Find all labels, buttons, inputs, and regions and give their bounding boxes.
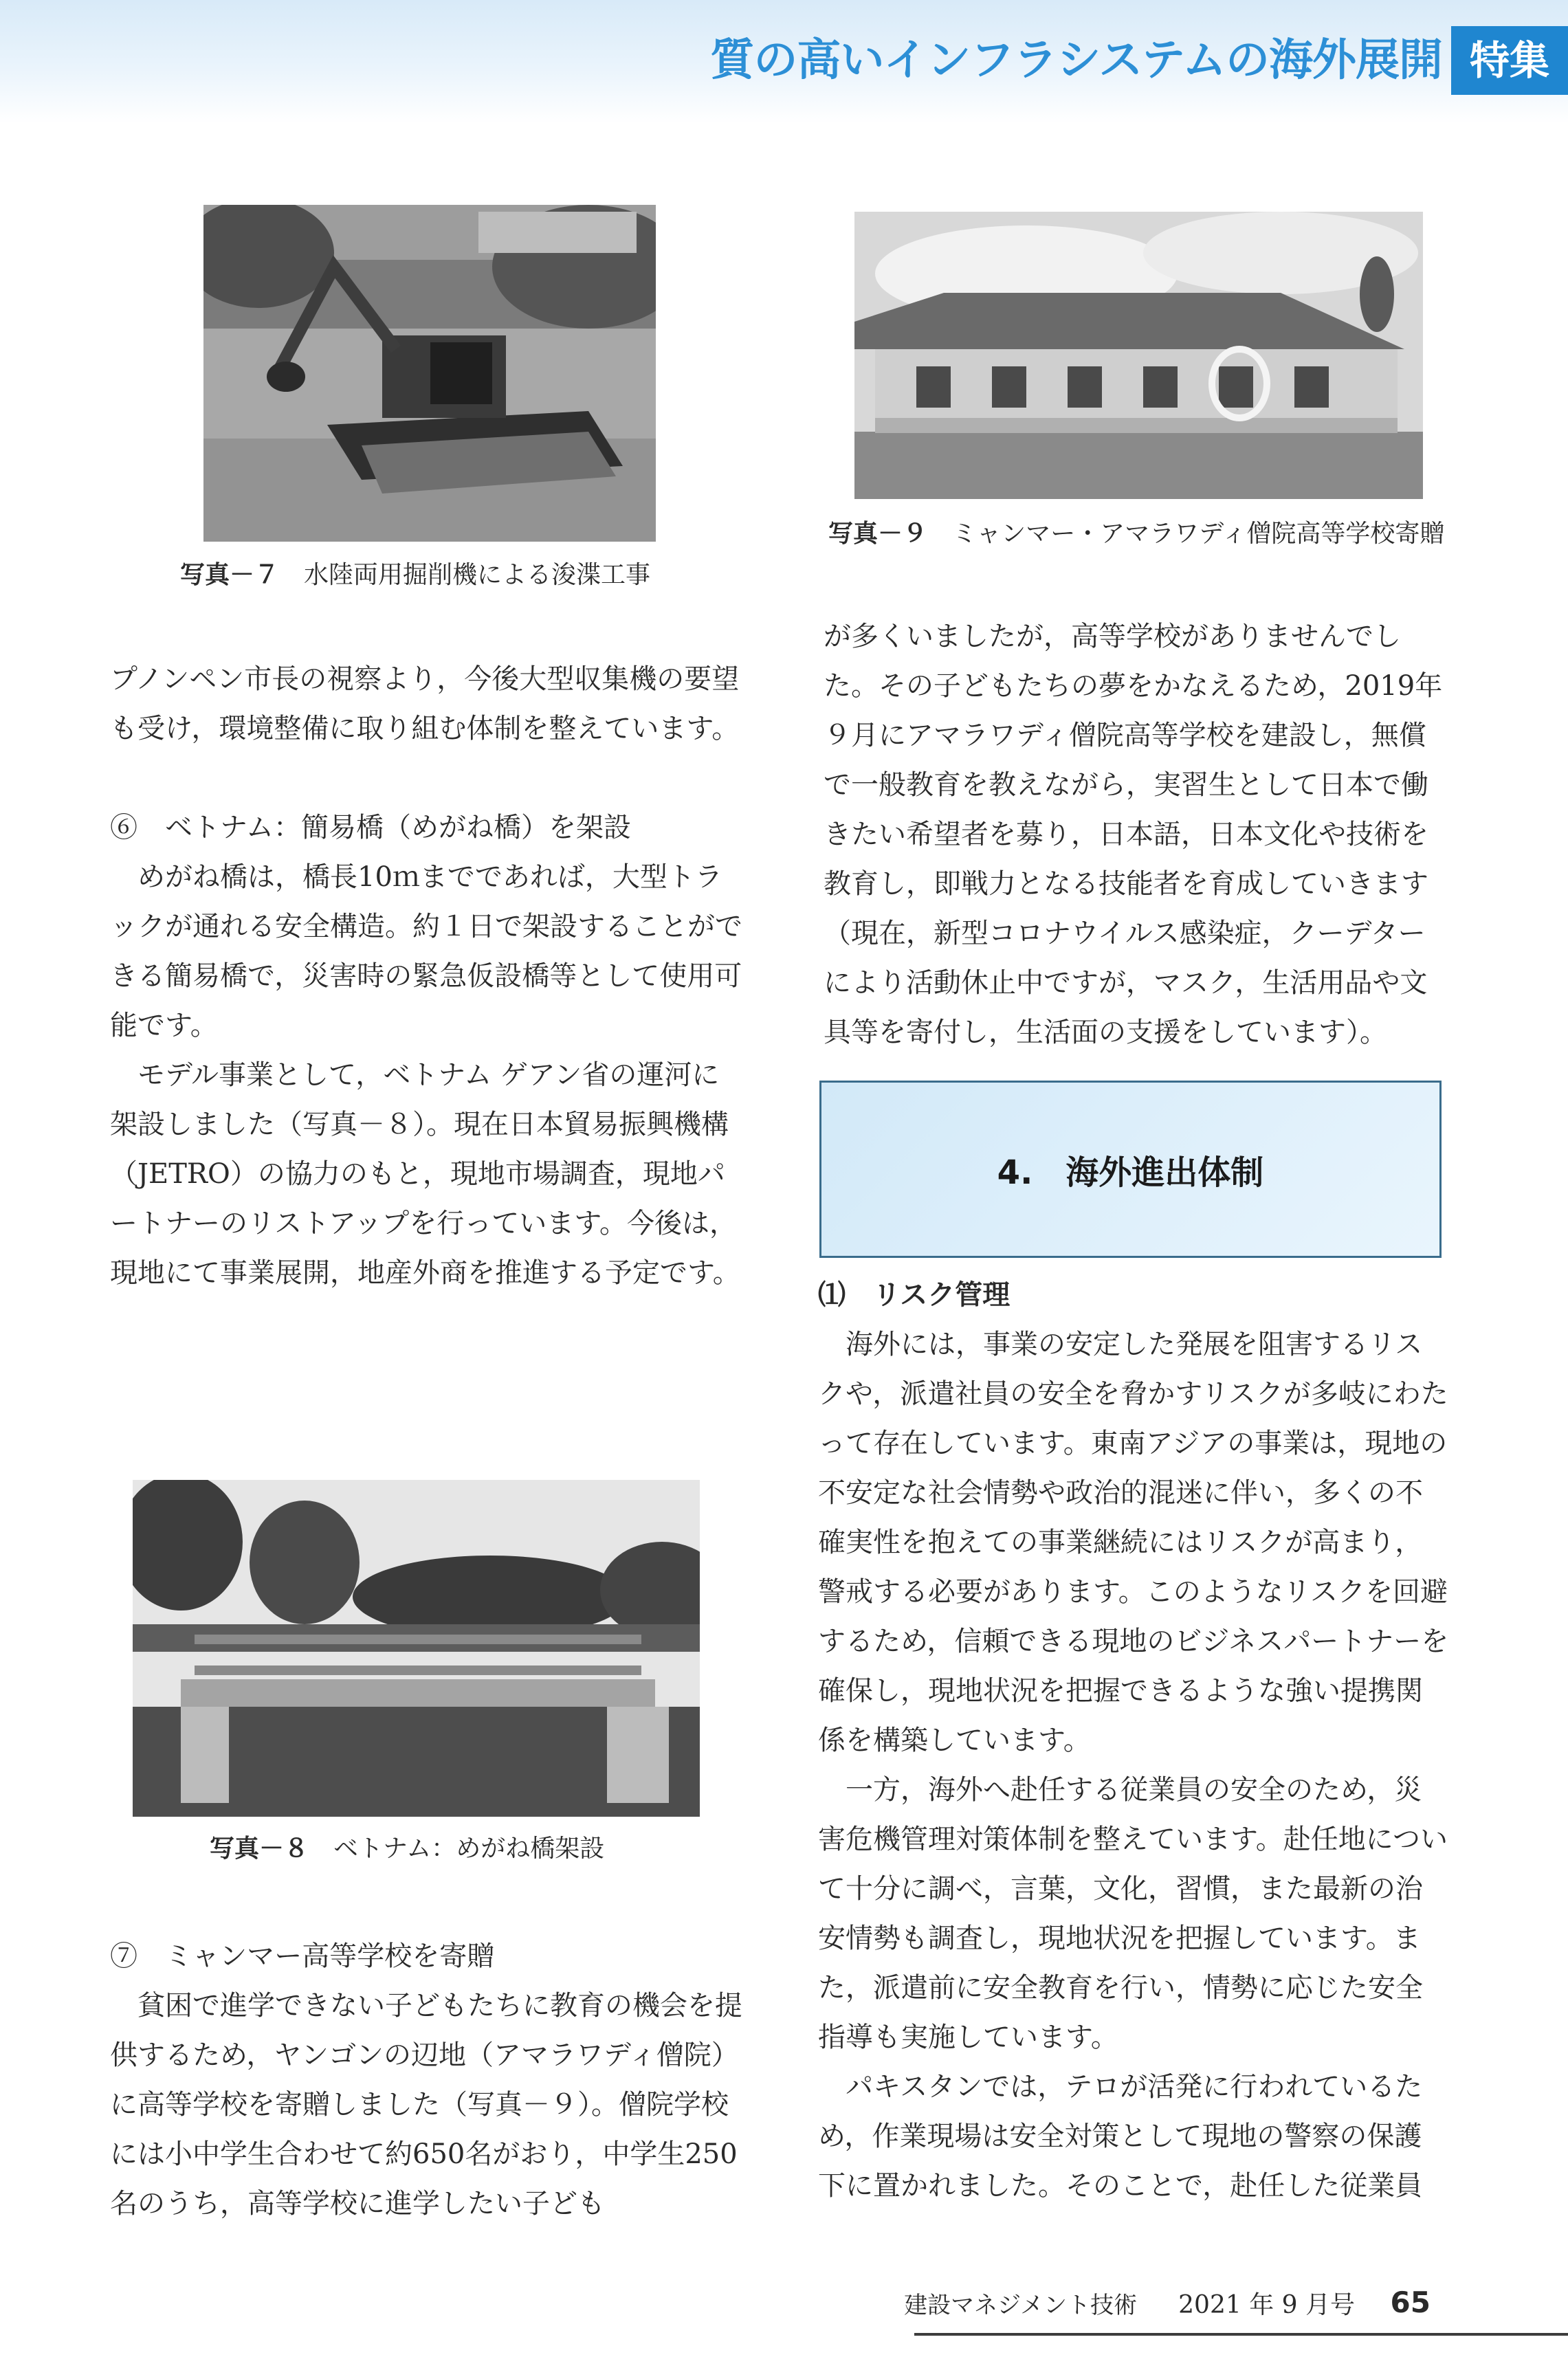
- feature-badge: 特集: [1451, 26, 1568, 95]
- photo-7-label: 写真－７: [180, 560, 280, 589]
- photo-9-label: 写真－９: [828, 519, 928, 548]
- section-4-heading: 4. 海外進出体制: [997, 1153, 1264, 1192]
- feature-title: 質の高いインフラシステムの海外展開: [710, 35, 1442, 86]
- photo-8-caption: [210, 1832, 604, 1866]
- photo-9-caption: [828, 517, 1444, 551]
- item-7-para-1: 貧困で進学できない子どもたちに教育の機会を提供するため，ヤンゴンの辺地（アマラワディ僧院）に高等学校を寄贈しました（写真－９）。僧院学校には小中学生合わせて約650名がおり，中学生250名のうち，高等学校に進学したい子ども: [110, 1990, 742, 2220]
- photo-7-excavator: [203, 205, 656, 542]
- risk-para-2: 一方，海外へ赴任する従業員の安全のため，災害危機管理対策体制を整えています。赴任地について十分に調べ，言葉，文化，習慣，また最新の治安情勢も調査し，現地状況を把握しています。また，派遣前に安全教育を行い，情勢に応じた安全指導も実施しています。: [818, 1774, 1448, 2053]
- risk-management-heading: ⑴ リスク管理: [818, 1279, 1011, 1311]
- right-column-upper: [824, 612, 1449, 1057]
- page-number: 65: [1390, 2286, 1431, 2319]
- left-para-intro: プノンペン市長の視察より，今後大型収集機の要望も受け，環境整備に取り組む体制を整えています。: [110, 663, 740, 744]
- item-6-heading: ⑥ ベトナム：簡易橋（めがね橋）を架設: [110, 812, 631, 843]
- photo-9-caption-text: ミャンマー・アマラワディ僧院高等学校寄贈: [952, 520, 1445, 548]
- footer-publication: 建設マネジメント技術: [904, 2292, 1138, 2319]
- right-column-lower: [818, 1270, 1449, 2211]
- photo-8-caption-text: ベトナム：めがね橋架設: [333, 1835, 605, 1863]
- photo-8-bridge: [133, 1480, 700, 1817]
- footer-issue: 2021 年 9 月号: [1178, 2291, 1355, 2319]
- risk-para-3: パキスタンでは，テロが活発に行われているため，作業現場は安全対策として現地の警察の保護下に置かれました。そのことで，赴任した従業員: [818, 2071, 1423, 2202]
- footer-info: [904, 2283, 1355, 2327]
- left-column-lower: [110, 1932, 742, 2228]
- risk-para-1: 海外には，事業の安定した発展を阻害するリスクや，派遣社員の安全を脅かすリスクが多岐にわたって存在しています。東南アジアの事業は，現地の不安定な社会情勢や政治的混迷に伴い，多くの不確実性を抱えての事業継続にはリスクが高まり，警戒する必要があります。このようなリスクを回避するため，信頼できる現地のビジネスパートナーを確保し，現地状況を把握できるような強い提携関係を構築しています。: [818, 1329, 1449, 1756]
- item-6-para-2: モデル事業として，ベトナム ゲアン省の運河に架設しました（写真－８）。現在日本貿易振興機構（JETRO）の協力のもと，現地市場調査，現地パートナーのリストアップを行っています。今後は，現地にて事業展開，地産外商を推進する予定です。: [110, 1059, 740, 1289]
- photo-7-caption-text: 水陸両用掘削機による浚渫工事: [304, 561, 651, 589]
- footer-rule: [914, 2333, 1568, 2336]
- right-para-continued: が多くいましたが，高等学校がありませんでした。その子どもたちの夢をかなえるため，2019年９月にアマラワディ僧院高等学校を建設し，無償で一般教育を教えながら，実習生として日本で働きたい希望者を募り，日本語，日本文化や技術を教育し，即戦力となる技能者を育成していきます（現在，新型コロナウイルス感染症，クーデターにより活動休止中ですが，マスク，生活用品や文具等を寄付し，生活面の支援をしています）。: [824, 621, 1443, 1048]
- item-7-heading: ⑦ ミャンマー高等学校を寄贈: [110, 1940, 495, 1972]
- photo-8-label: 写真－８: [210, 1834, 309, 1863]
- section-4-heading-box: [819, 1081, 1442, 1258]
- photo-9-school: [854, 212, 1423, 499]
- item-6-para-1: めがね橋は，橋長10ｍまでであれば，大型トラックが通れる安全構造。約１日で架設することができる簡易橋で，災害時の緊急仮設橋等として使用可能です。: [110, 861, 742, 1041]
- left-column-upper: [110, 654, 742, 1298]
- photo-7-caption: [180, 558, 650, 592]
